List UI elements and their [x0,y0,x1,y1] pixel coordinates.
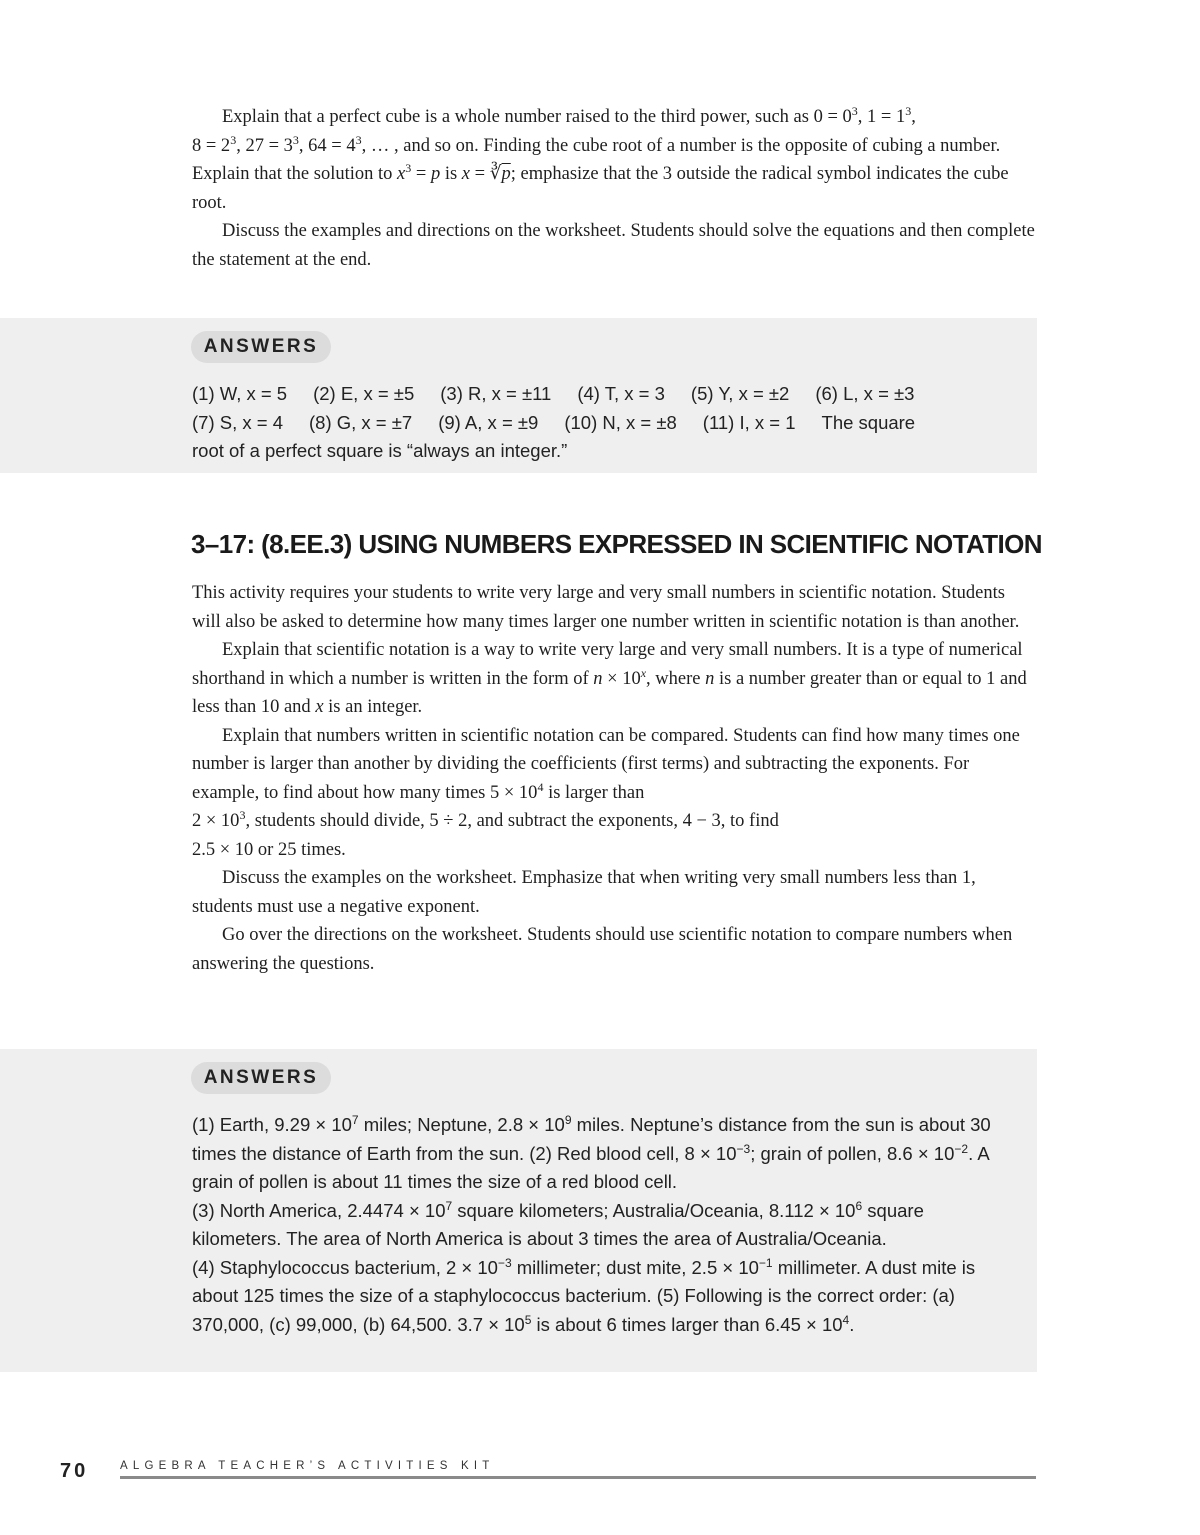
answers-list-2 [192,1111,1017,1339]
answer-item: (6) L, x = ±3 [815,383,915,404]
answer-item: (3) R, x = ±11 [440,383,552,404]
section-paragraph-2: Explain that scientific notation is a way to write very large and very small numbers. It is a type of numerical shorthand in which a number is written in the form of $n \times 10^x$, where n is a number greater than or equal to 1 and less than 10 and x is an integer. [192,640,1027,717]
answer-item: (1) W, x = 5 [192,383,288,404]
answer-paragraph: (4) Staphylococcus bacterium, $2 \times 10^{-3}$ millimeter; dust mite, $2.5 \times 10^{-1}$ millimeter. A dust mite is about 125 times the size of a staphylococcus bacterium. (5) Following is the correct order: (a) 370,000, (c) 99,000, (b) 64,500. $3.7 \times 10^5$ is about 6 times larger than $6.45 \times 10^4$. [192,1255,976,1335]
intro-text [192,103,1037,274]
answer-item: The square [821,411,916,433]
answer-item: (10) N, x = ±8 [564,411,677,433]
page-number: 70 [60,1460,89,1482]
section-paragraph-3: Explain that numbers written in scientific notation can be compared. Students can find how many times one number is larger than another by dividing the coefficients (first terms) and subtracting the exponents. For example, to find about how many times $5 \times 10^4$ is larger than $2 \times 10^3$, students should divide, 5 ÷ 2, and subtract the exponents, 4 − 3, to find 2.5 × 10 or 25 times. [192,725,1020,860]
intro-paragraph-1: Explain that a perfect cube is a whole number raised to the third power, such as $0 = 0^3$, $1 = 1^3$, $8 = 2^3$, $27 = 3^3$, $64 = 4^3$, … , and so on. Finding the cube root of a number is the opposite of cubing a number. Explain that the solution to $x^3 = p$ is $x = ∛\overline{p}$; emphasize that the 3 outside the radical symbol indicates the cube root. [192,103,1009,213]
section-paragraph-1: This activity requires your students to write very large and very small numbers in scientific notation. Students will also be asked to determine how many times larger one number written in scientific notation is than another. [192,583,1020,632]
answer-item: (8) G, x = ±7 [309,411,413,433]
answer-item: (11) I, x = 1 [702,411,796,433]
answer-item: (9) A, x = ±9 [438,411,539,433]
book-title: ALGEBRA TEACHER’S ACTIVITIES KIT [120,1460,495,1472]
section-text [192,579,1037,978]
answers-list-1 [192,380,1022,466]
answers-row: root of a perfect square is “always an integer.” [192,440,568,461]
answer-item: (5) Y, x = ±2 [690,383,790,404]
answer-paragraph: (3) North America, $2.4474 \times 10^7$ square kilometers; Australia/Oceania, $8.112 \times 10^6$ square kilometers. The area of North America is about 3 times the area of Australia/Oceania. [192,1198,924,1249]
answers-label-2: ANSWERS [191,1062,331,1094]
intro-paragraph-2: Discuss the examples and directions on the worksheet. Students should solve the equations and then complete the statement at the end. [192,221,1035,270]
answer-item: (7) S, x = 4 [192,411,283,433]
section-paragraph-5: Go over the directions on the worksheet. Students should use scientific notation to compare numbers when answering the questions. [192,925,1013,974]
answers-label-1: ANSWERS [191,331,331,363]
answers-row [192,409,1022,438]
section-heading: 3–17: (8.EE.3) USING NUMBERS EXPRESSED IN SCIENTIFIC NOTATION [191,529,1042,559]
answer-item: (2) E, x = ±5 [313,383,415,404]
answers-row [192,380,1022,409]
footer-rule [120,1476,1036,1479]
answer-paragraph: (1) Earth, $9.29 \times 10^7$ miles; Neptune, $2.8 \times 10^9$ miles. Neptune’s distance from the sun is about 30 times the distance of Earth from the sun. (2) Red blood cell, $8 \times 10^{-3}$; grain of pollen, $8.6 \times 10^{-2}$. A grain of pollen is about 11 times the size of a red blood cell. [192,1112,991,1192]
answer-item: (4) T, x = 3 [577,383,665,404]
section-paragraph-4: Discuss the examples on the worksheet. Emphasize that when writing very small numbers less than 1, students must use a negative exponent. [192,868,976,917]
